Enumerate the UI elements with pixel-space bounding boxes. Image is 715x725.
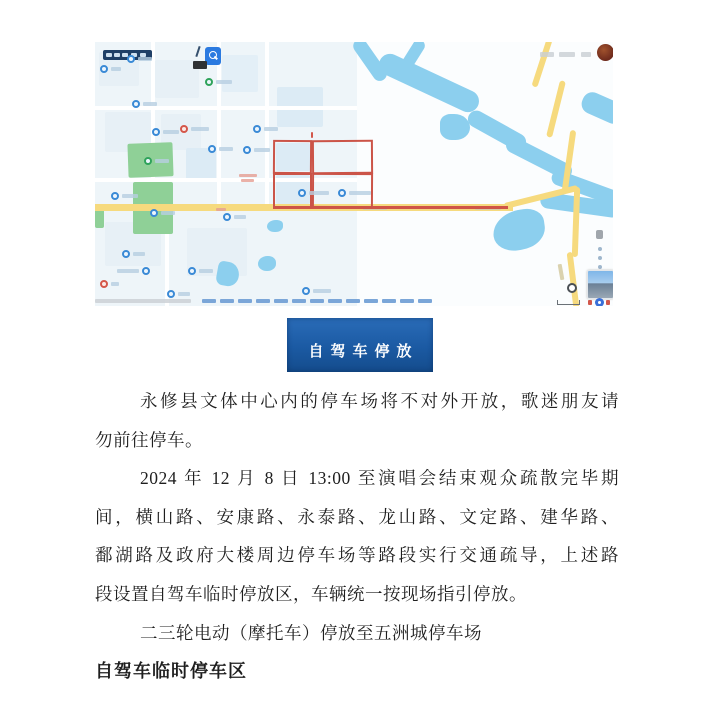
map-menu-item[interactable] <box>540 52 554 57</box>
lake <box>267 220 283 232</box>
body-line: 二三轮电动（摩托车）停放至五洲城停车场 <box>140 622 482 643</box>
map-scale-bar <box>557 300 580 305</box>
body-line: 勿前往停车。 <box>95 429 203 450</box>
river <box>375 50 482 116</box>
map-attribution-link[interactable] <box>202 299 216 303</box>
map-attribution-link[interactable] <box>310 299 324 303</box>
map-badge <box>588 300 592 305</box>
map-pin-icon[interactable] <box>100 280 108 288</box>
map-pin-label <box>111 67 121 71</box>
road-name-label <box>558 264 565 280</box>
road-vertical <box>546 80 566 138</box>
parking-banner-label: 自驾车停放 <box>308 342 419 360</box>
annotation-tick <box>311 132 313 138</box>
map-attribution-link[interactable] <box>400 299 414 303</box>
body-line: 鄱湖路及政府大楼周边停车场等路段实行交通疏导，上述路 <box>95 545 619 566</box>
map-pin-label <box>163 130 179 134</box>
map-attribution-link[interactable] <box>256 299 270 303</box>
map-attribution-link[interactable] <box>346 299 360 303</box>
lake <box>490 207 547 254</box>
map-pin-icon[interactable] <box>243 146 251 154</box>
map-menu-item[interactable] <box>581 52 591 57</box>
map-pin-label <box>234 215 246 219</box>
map-pin-icon[interactable] <box>142 267 150 275</box>
map-pin-icon[interactable] <box>302 287 310 295</box>
map-pin-label <box>161 211 175 215</box>
user-avatar[interactable] <box>597 44 613 61</box>
map-pin-icon[interactable] <box>150 209 158 217</box>
map-pin-icon[interactable] <box>205 78 213 86</box>
lake <box>258 256 276 271</box>
map-pin-icon[interactable] <box>253 125 261 133</box>
road-vertical <box>531 42 552 88</box>
map-highlight-block <box>222 55 258 92</box>
map-tooltip <box>193 61 207 69</box>
map-pin-label <box>254 148 270 152</box>
map-attribution-text <box>95 299 191 303</box>
water-area <box>578 89 613 127</box>
body-line: 段设置自驾车临时停放区，车辆统一按现场指引停放。 <box>95 583 527 604</box>
map-attribution-link[interactable] <box>274 299 288 303</box>
map-attribution-link[interactable] <box>238 299 252 303</box>
restricted-zone-outline <box>273 173 312 208</box>
map-badge <box>606 300 610 305</box>
road-vertical <box>572 187 580 257</box>
map-pin-label <box>178 292 190 296</box>
map-pin-label <box>143 102 157 106</box>
map-pin-label <box>216 80 232 84</box>
restricted-zone-outline <box>312 140 373 174</box>
map-pin-label <box>349 191 371 195</box>
map-pin-label <box>133 252 145 256</box>
map-pin-icon[interactable] <box>298 189 306 197</box>
map-pin-label <box>216 208 226 211</box>
map-pin-label <box>122 194 138 198</box>
map-pin-icon[interactable] <box>100 65 108 73</box>
map-pin-icon[interactable] <box>122 250 130 258</box>
map-pin-label <box>138 57 152 61</box>
map-pin-icon[interactable] <box>152 128 160 136</box>
map-pin-label <box>219 147 233 151</box>
map-pin-icon[interactable] <box>132 100 140 108</box>
map-screenshot[interactable] <box>95 42 613 306</box>
map-pin-icon[interactable] <box>127 55 135 63</box>
body-line: 永修县文体中心内的停车场将不对外开放，歌迷朋友请 <box>140 391 619 411</box>
map-pin-icon[interactable] <box>208 145 216 153</box>
map-pin-icon[interactable] <box>188 267 196 275</box>
compass-control[interactable] <box>567 283 577 293</box>
map-attribution-link[interactable] <box>220 299 234 303</box>
map-pin-icon[interactable] <box>167 290 175 298</box>
map-control-dot[interactable] <box>598 256 602 260</box>
map-attribution-link[interactable] <box>364 299 378 303</box>
map-control-dot[interactable] <box>598 247 602 251</box>
map-pin-icon[interactable] <box>111 192 119 200</box>
map-pin-label <box>111 282 119 286</box>
body-line: 间，横山路、安康路、永泰路、龙山路、文定路、建华路、 <box>95 506 619 527</box>
map-attribution-link[interactable] <box>382 299 396 303</box>
map-pin-label <box>309 191 329 195</box>
map-pin-label <box>264 127 278 131</box>
search-button[interactable] <box>205 47 221 65</box>
map-control-dot[interactable] <box>598 265 602 269</box>
river <box>440 114 470 140</box>
road-vertical <box>567 252 580 306</box>
restricted-zone-outline <box>273 140 312 174</box>
map-pin-label <box>155 159 169 163</box>
map-attribution-link[interactable] <box>292 299 306 303</box>
parking-banner <box>287 318 433 372</box>
streetview-pegman-icon[interactable] <box>596 230 603 239</box>
map-attribution-link[interactable] <box>418 299 432 303</box>
notice-text <box>95 382 619 691</box>
section-heading: 自驾车临时停车区 <box>95 661 247 682</box>
body-line: 2024 年 12 月 8 日 13:00 至演唱会结束观众疏散完毕期 <box>140 468 619 489</box>
map-pin-label <box>117 269 139 273</box>
map-pin-label <box>191 127 209 131</box>
map-pin-icon[interactable] <box>223 213 231 221</box>
map-pin-icon[interactable] <box>338 189 346 197</box>
map-pin-icon[interactable] <box>180 125 188 133</box>
map-pin-label <box>239 174 257 177</box>
streetview-thumbnail[interactable] <box>587 270 613 299</box>
map-pin-label <box>241 179 254 182</box>
map-pin-label <box>199 269 213 273</box>
map-pin-icon[interactable] <box>144 157 152 165</box>
map-pin-label <box>313 289 331 293</box>
map-menu-item[interactable] <box>559 52 575 57</box>
map-attribution-link[interactable] <box>328 299 342 303</box>
map-settings-icon[interactable] <box>595 298 604 306</box>
